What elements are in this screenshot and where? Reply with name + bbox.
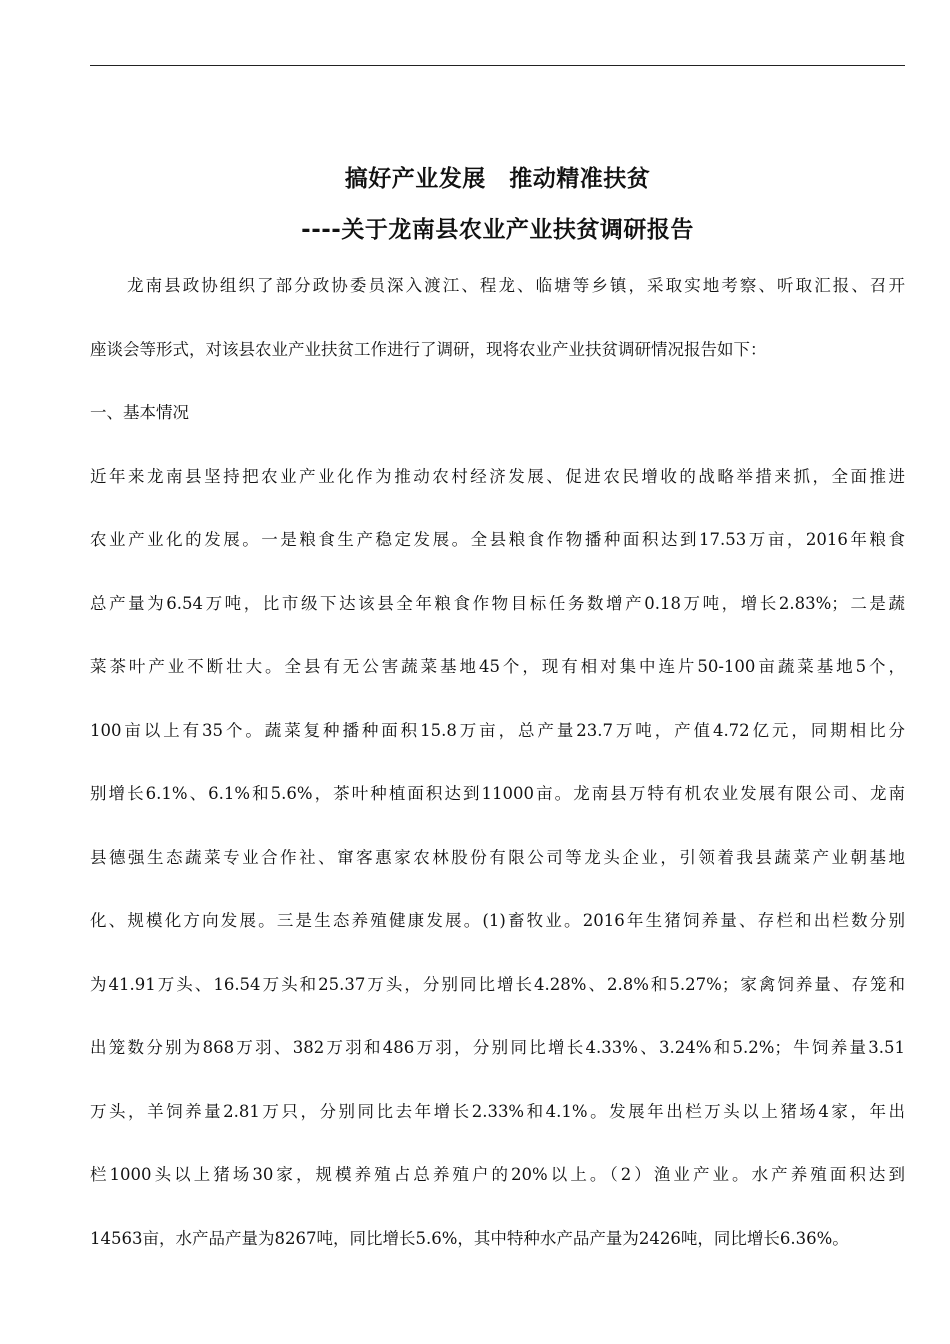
body-line: 县德强生态蔬菜专业合作社、窜客惠家农林股份有限公司等龙头企业，引领着我县蔬菜产业朝基地: [90, 847, 905, 867]
section-heading: 一、基本情况: [90, 403, 189, 422]
body-line: 出笼数分别为868万羽、382万羽和486万羽，分别同比增长4.33%、3.24%和5.2%；牛饲养量3.51: [90, 1038, 905, 1057]
document-body: [90, 270, 905, 1286]
body-line: 农业产业化的发展。一是粮食生产稳定发展。全县粮食作物播种面积达到17.53万亩，2016年粮食: [90, 530, 905, 549]
document-subtitle: ----关于龙南县农业产业扶贫调研报告: [301, 217, 694, 243]
body-line: 总产量为6.54万吨，比市级下达该县全年粮食作物目标任务数增产0.18万吨，增长2.83%；二是蔬: [90, 593, 905, 613]
body-line: 100亩以上有35个。蔬菜复种播种面积15.8万亩，总产量23.7万吨，产值4.72亿元，同期相比分: [90, 720, 905, 740]
body-line: 近年来龙南县坚持把农业产业化作为推动农村经济发展、促进农民增收的战略举措来抓，全面推进: [90, 466, 905, 486]
body-line: 为41.91万头、16.54万头和25.37万头，分别同比增长4.28%、2.8%和5.27%；家禽饲养量、存笼和: [90, 974, 905, 994]
header-rule: [90, 65, 905, 66]
document-title: 搞好产业发展 推动精准扶贫: [344, 166, 651, 192]
body-line: 万头，羊饲养量2.81万只，分别同比去年增长2.33%和4.1%。发展年出栏万头以上猪场4家，年出: [90, 1101, 905, 1121]
body-line: 14563亩，水产品产量为8267吨，同比增长5.6%，其中特种水产品产量为2426吨，同比增长6.36%。: [90, 1228, 849, 1248]
body-line: 龙南县政协组织了部分政协委员深入渡江、程龙、临塘等乡镇，采取实地考察、听取汇报、召开: [127, 276, 905, 295]
body-line: 座谈会等形式，对该县农业产业扶贫工作进行了调研，现将农业产业扶贫调研情况报告如下：: [90, 339, 767, 359]
body-line: 菜茶叶产业不断壮大。全县有无公害蔬菜基地45个，现有相对集中连片50-100亩蔬菜基地5个，: [90, 657, 905, 676]
body-line: 栏1000头以上猪场30家，规模养殖占总养殖户的20%以上。（2）渔业产业。水产养殖面积达到: [90, 1165, 905, 1184]
body-line: 别增长6.1%、6.1%和5.6%，茶叶种植面积达到11000亩。龙南县万特有机农业发展有限公司、龙南: [90, 784, 905, 803]
body-line: 化、规模化方向发展。三是生态养殖健康发展。(1)畜牧业。2016年生猪饲养量、存栏和出栏数分别: [90, 911, 905, 930]
